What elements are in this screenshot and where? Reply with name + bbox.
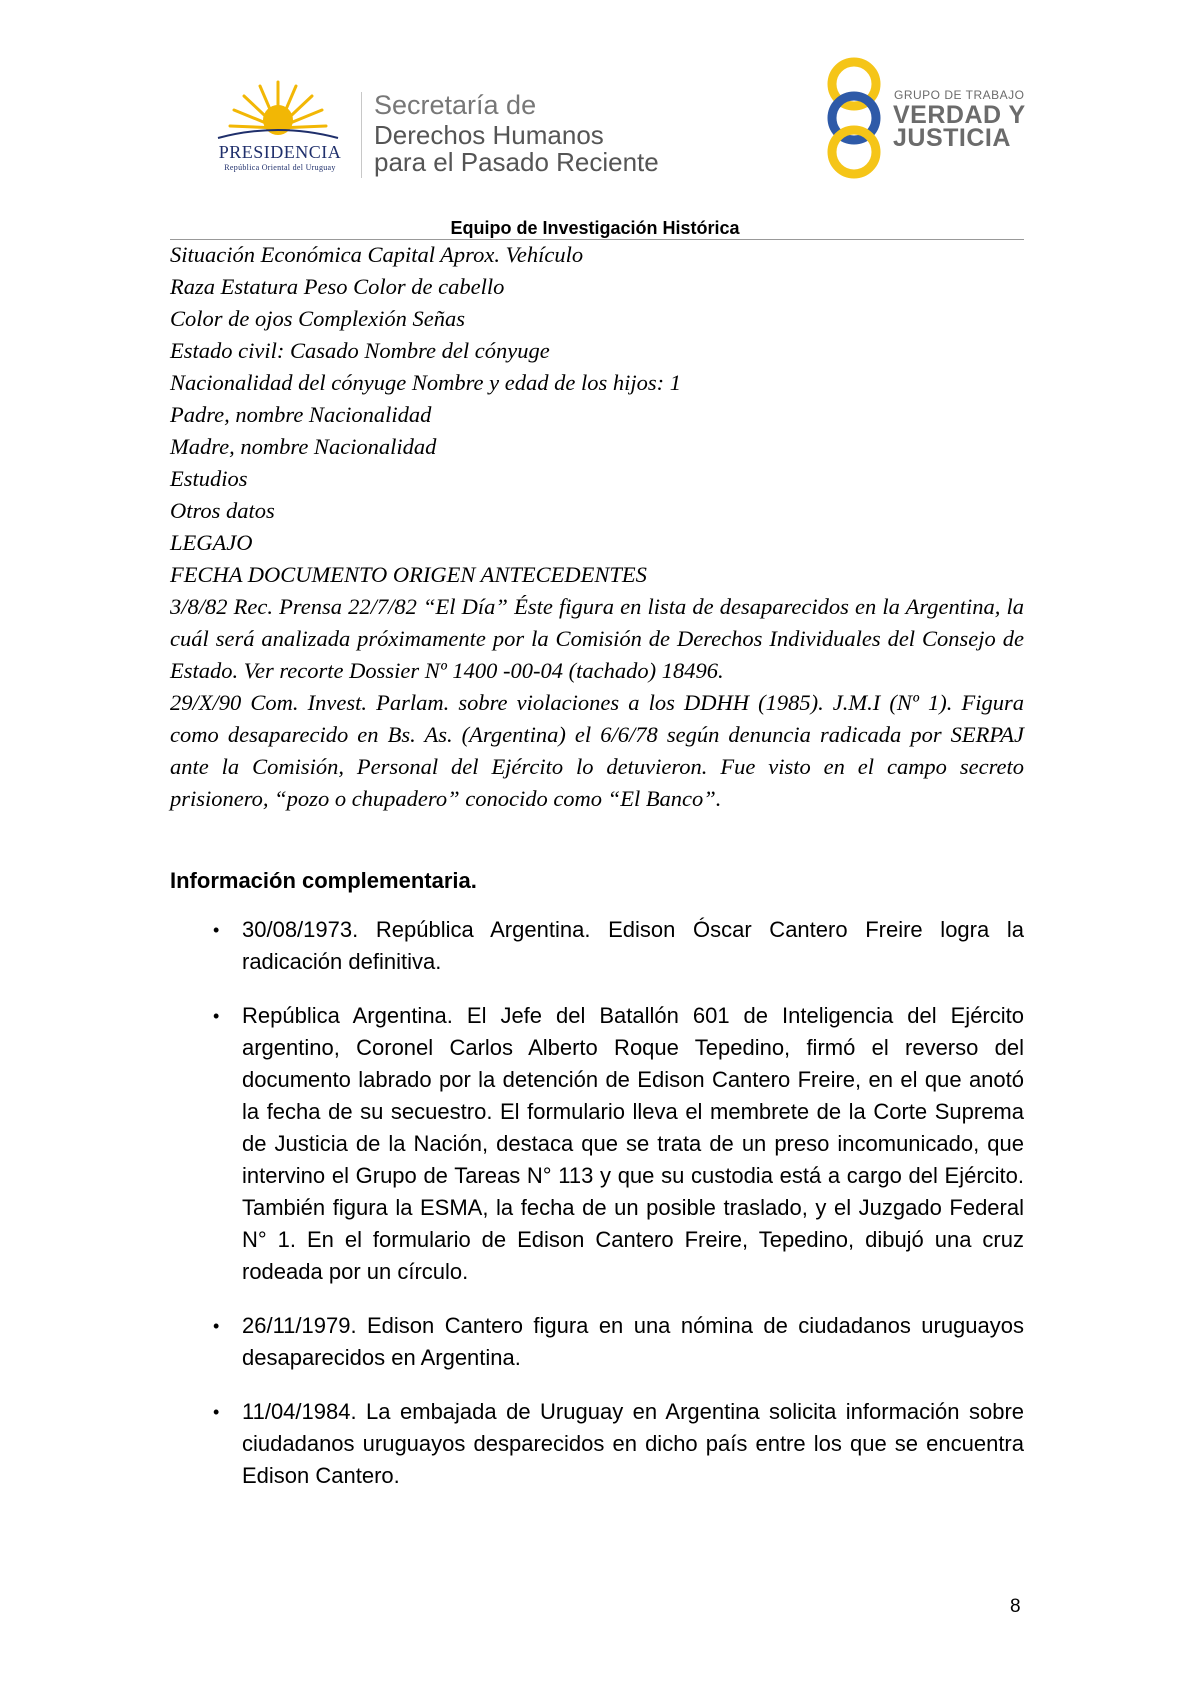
record-line: FECHA DOCUMENTO ORIGEN ANTECEDENTES: [170, 562, 647, 587]
team-title: Equipo de Investigación Histórica: [450, 218, 740, 238]
secretaria-line-1: Secretaría de: [374, 90, 537, 120]
record-line: Nacionalidad del cónyuge Nombre y edad de los hijos: 1: [170, 370, 681, 395]
bullet-icon: •: [213, 1402, 220, 1422]
list-item-text: 11/04/1984. La embajada de Uruguay en Argentina solicita información sobre ciudadanos uruguayos desparecidos en dicho país entre los que se encuentra Edison Cantero.: [242, 1399, 1024, 1488]
presidencia-label: PRESIDENCIA: [218, 142, 342, 162]
list-item-text: 26/11/1979. Edison Cantero figura en una nómina de ciudadanos uruguayos desaparecidos en Argentina.: [242, 1313, 1024, 1370]
record-line: Estudios: [170, 466, 248, 491]
record-line: Situación Económica Capital Aprox. Vehículo: [170, 242, 584, 267]
complementary-list: [170, 914, 1024, 1514]
vyj-subtitle: GRUPO DE TRABAJO: [894, 88, 1025, 102]
vyj-title-line-2: JUSTICIA: [893, 124, 1011, 152]
record-paragraph-2: 29/X/90 Com. Invest. Parlam. sobre violaciones a los DDHH (1985). J.M.I (Nº 1). Figura como desaparecido en Bs. As. (Argentina) el 6/6/78 según denuncia radicada por SERPAJ ante la Comisión, Personal del Ejército lo detuvieron. Fue visto en el campo secreto prisionero, “pozo o chupadero” conocido como “El Banco”.: [170, 690, 1024, 811]
bullet-icon: •: [213, 920, 220, 940]
list-item: [170, 1310, 1024, 1374]
record-line: Padre, nombre Nacionalidad: [170, 402, 432, 427]
verdad-justicia-rings-logo: [818, 56, 890, 180]
list-item: [170, 914, 1024, 978]
list-item-text: República Argentina. El Jefe del Batallón 601 de Inteligencia del Ejército argentino, Coronel Carlos Alberto Roque Tepedino, firmó el reverso del documento labrado por la detención de Edison Cantero Freire, en el que anotó la fecha de su secuestro. El formulario lleva el membrete de la Corte Suprema de Justicia de la Nación, destaca que se trata de un preso incomunicado, que intervino el Grupo de Tareas N° 113 y que su custodia está a cargo del Ejército. También figura la ESMA, la fecha de un posible traslado, y el Juzgado Federal N° 1. En el formulario de Edison Cantero Freire, Tepedino, dibujó una cruz rodeada por un círculo.: [242, 1003, 1024, 1284]
list-item-text: 30/08/1973. República Argentina. Edison Óscar Cantero Freire logra la radicación definitiva.: [242, 917, 1024, 974]
bullet-icon: •: [213, 1316, 220, 1336]
vyj-title-line-1: VERDAD Y: [893, 101, 1026, 129]
record-line: Raza Estatura Peso Color de cabello: [170, 274, 505, 299]
record-paragraph-1: 3/8/82 Rec. Prensa 22/7/82 “El Día” Éste figura en lista de desaparecidos en la Argentina, la cuál será analizada próximamente por la Comisión de Derechos Individuales del Consejo de Estado. Ver recorte Dossier Nº 1400 -00-04 (tachado) 18496.: [170, 594, 1024, 683]
record-line: Otros datos: [170, 498, 275, 523]
secretaria-line-3: para el Pasado Reciente: [374, 147, 659, 177]
record-line: Madre, nombre Nacionalidad: [170, 434, 437, 459]
record-line: Estado civil: Casado Nombre del cónyuge: [170, 338, 550, 363]
page-header: [0, 0, 1190, 238]
complementary-heading: Información complementaria.: [170, 868, 477, 893]
page-number: 8: [1010, 1596, 1021, 1617]
secretaria-line-2: Derechos Humanos: [374, 120, 604, 150]
list-item: [170, 1000, 1024, 1288]
logo-divider: [361, 92, 362, 178]
record-line: LEGAJO: [170, 530, 253, 555]
record-line: Color de ojos Complexión Señas: [170, 306, 465, 331]
list-item: [170, 1396, 1024, 1492]
record-block: [170, 239, 1024, 815]
bullet-icon: •: [213, 1006, 220, 1026]
presidencia-subtitle: República Oriental del Uruguay: [224, 163, 336, 172]
